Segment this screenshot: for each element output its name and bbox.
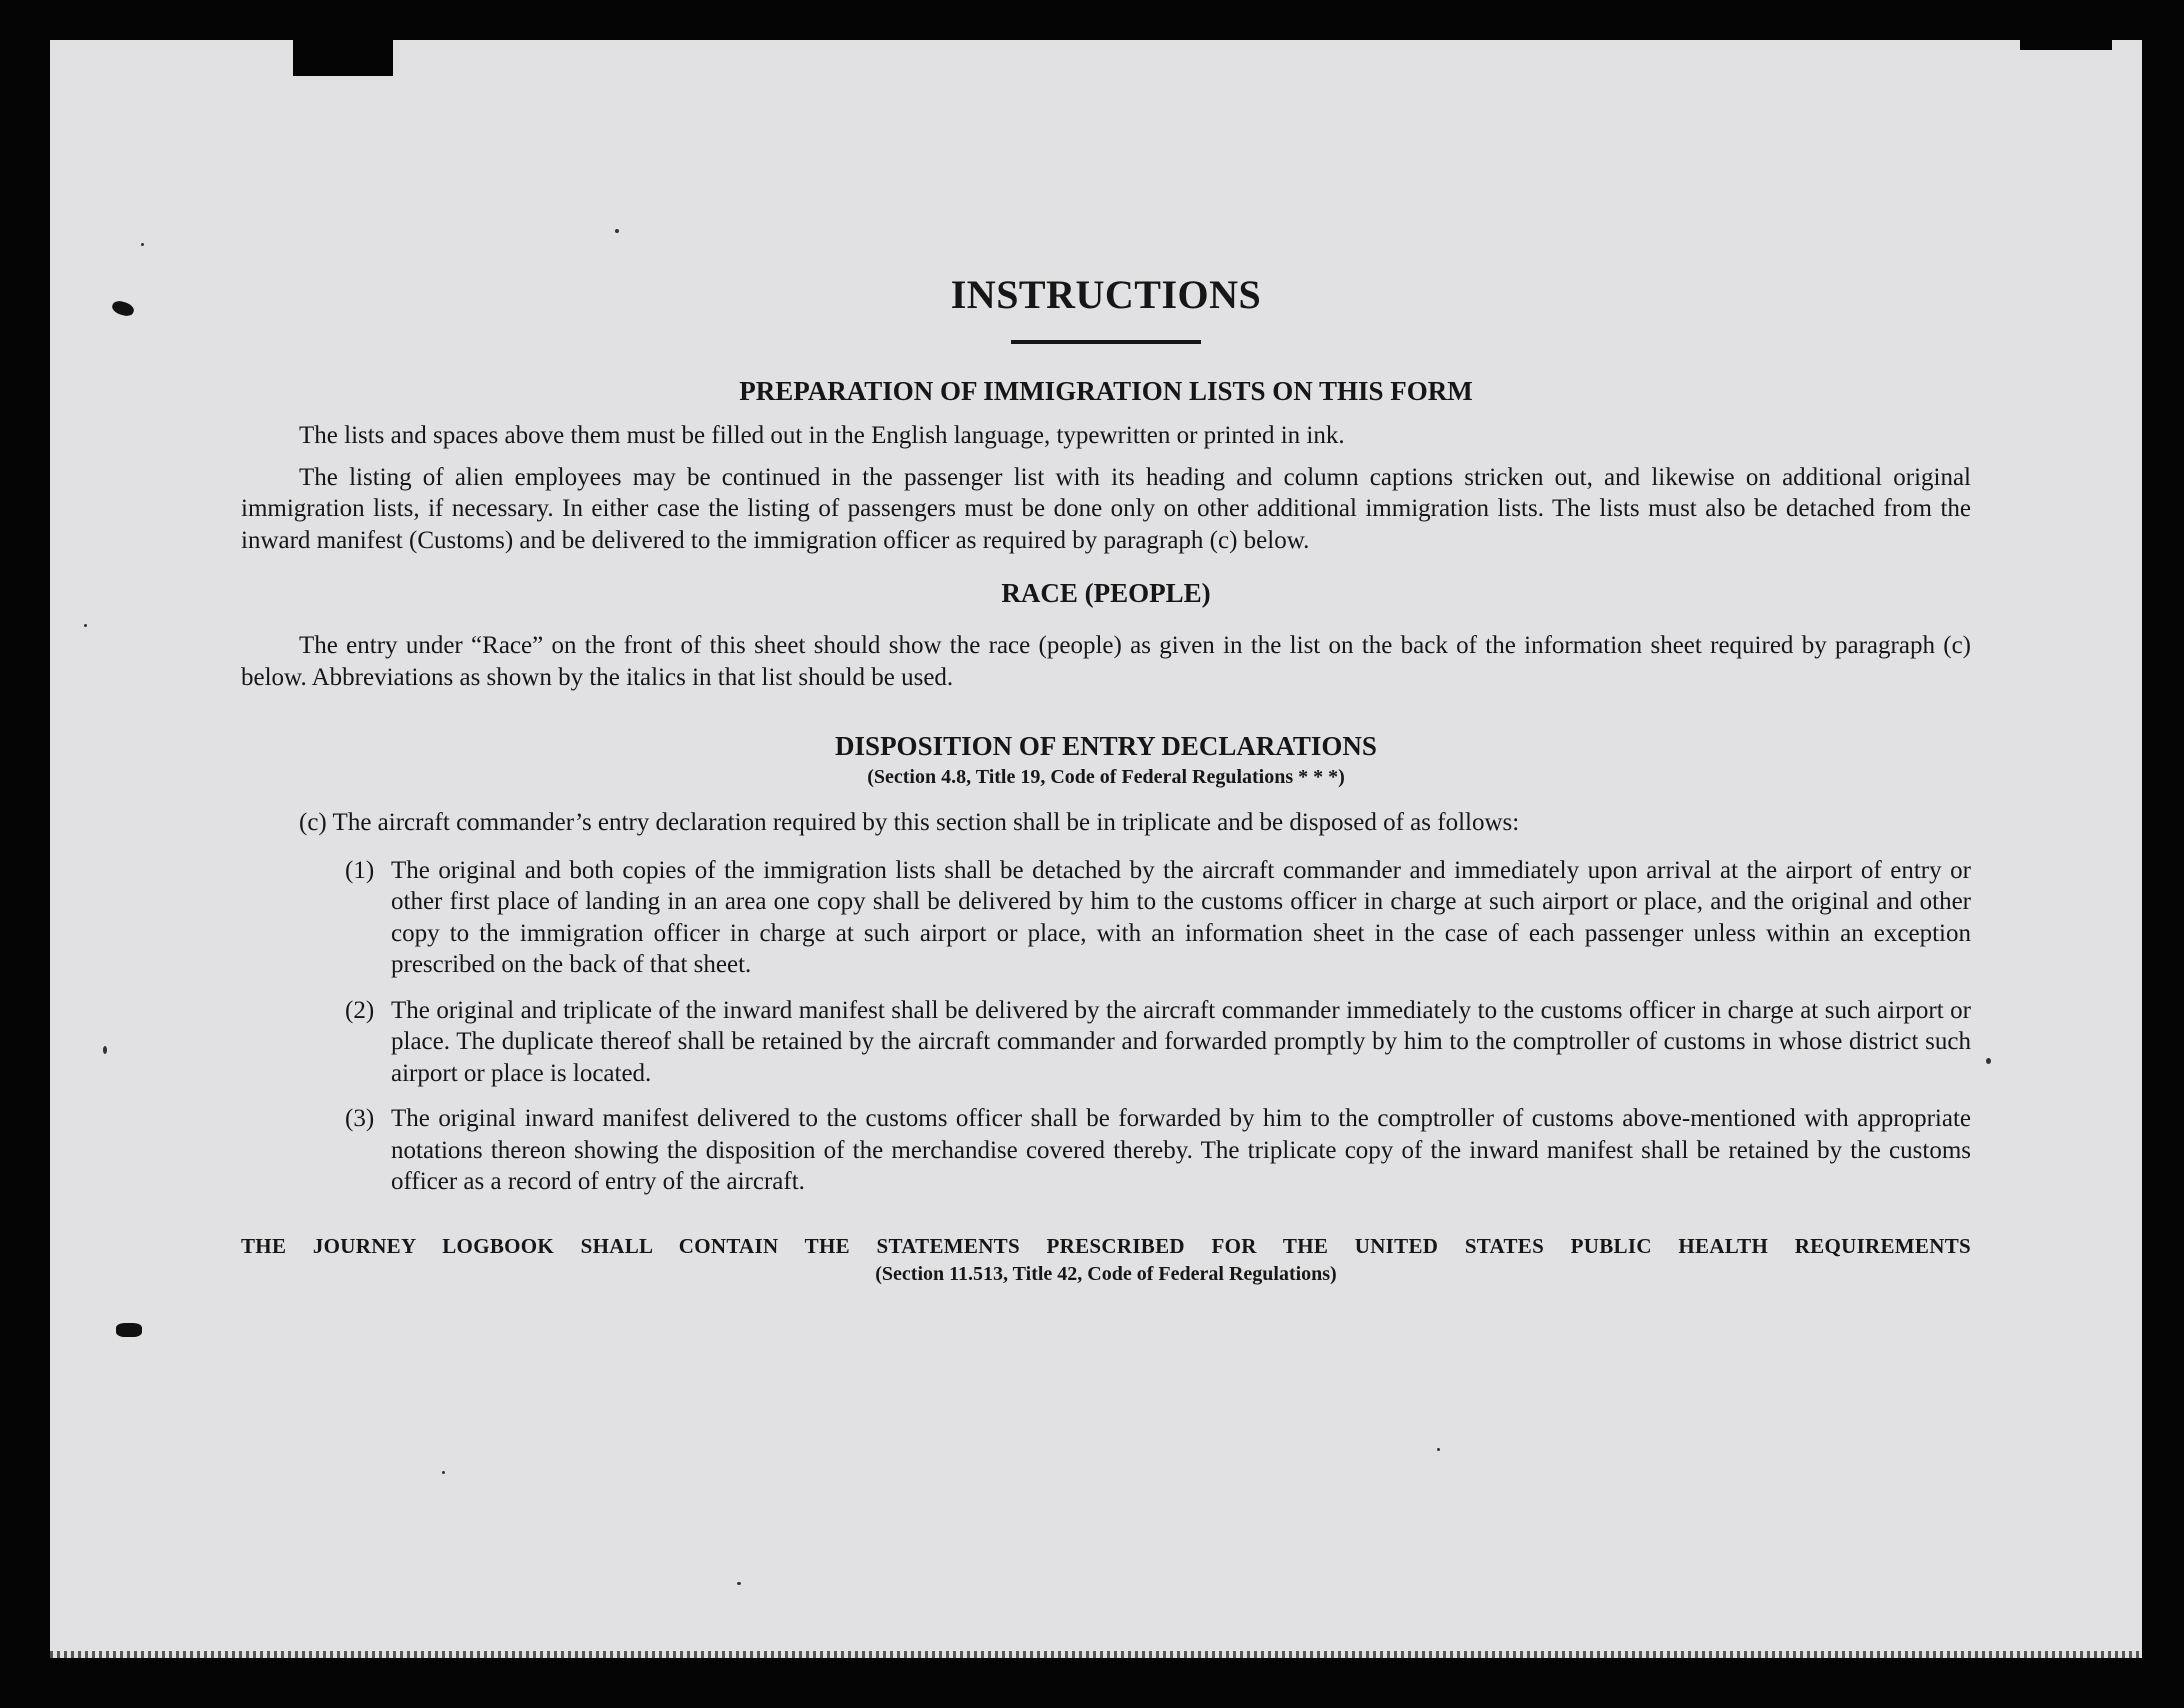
health-requirements-statement: THE JOURNEY LOGBOOK SHALL CONTAIN THE STATEMENTS PRESCRIBED FOR THE UNITED STATES PUBLIC HEALTH REQUIREMENTS xyxy=(241,1233,1971,1258)
list-item-number: (3) xyxy=(345,1105,375,1132)
list-item-text: The original and triplicate of the inward manifest shall be delivered by the aircraft commander immediately to the customs officer in charge at such airport or place. The duplicate thereof shall be retained by the aircraft commander and forwarded promptly by him to the comptroller of customs in whose district such airport or place is located. xyxy=(391,996,1971,1087)
disposition-heading: DISPOSITION OF ENTRY DECLARATIONS xyxy=(835,731,1377,761)
disposition-intro: (c) The aircraft commander’s entry declaration required by this section shall be in triplicate and be disposed of as follows: xyxy=(299,809,1520,836)
torn-edge-left xyxy=(293,40,393,76)
race-heading: RACE (PEOPLE) xyxy=(1001,578,1211,608)
preparation-paragraph-2: The listing of alien employees may be continued in the passenger list with its heading and column captions stricken out, and likewise on additional original immigration lists, if necessary. In either case the listing of passengers must be done only on other additional immigration lists. The lists must also be detached from the inward manifest (Customs) and be delivered to the immigration officer as required by paragraph (c) below. xyxy=(241,463,1971,554)
race-paragraph: The entry under “Race” on the front of this sheet should show the race (people) as given in the list on the back of the information sheet required by paragraph (c) below. Abbreviations as shown by the italics in that list should be used. xyxy=(241,632,1971,691)
punch-mark-top xyxy=(111,299,136,318)
dust-speck xyxy=(615,229,619,233)
list-item xyxy=(345,1103,1971,1198)
instructions-content xyxy=(241,270,1971,1288)
paper-sheet xyxy=(50,40,2142,1658)
dust-speck xyxy=(1986,1058,1991,1064)
list-item-number: (2) xyxy=(345,996,375,1024)
preparation-heading: PREPARATION OF IMMIGRATION LISTS ON THIS FORM xyxy=(739,376,1473,406)
punch-mark-bottom xyxy=(116,1323,142,1337)
list-item-text: The original inward manifest delivered to the customs officer shall be forwarded by him to the comptroller of customs above-mentioned with appropriate notations thereon showing the disposition of the merchandise covered thereby. The triplicate copy of the inward manifest shall be retained by the customs officer as a record of entry of the aircraft. xyxy=(391,1105,1971,1195)
list-item xyxy=(345,855,1971,981)
dust-speck xyxy=(141,243,144,246)
torn-edge-right xyxy=(2020,40,2112,50)
dust-speck xyxy=(84,624,87,627)
list-item xyxy=(345,995,1971,1090)
list-item-text: The original and both copies of the immigration lists shall be detached by the aircraft commander and immediately upon arrival at the airport of entry or other first place of landing in an area one copy shall be delivered by him to the customs officer in charge at such airport or place, and the original and other copy to the immigration officer in charge at such airport or place, with an information sheet in the case of each passenger unless within an exception prescribed on the back of that sheet. xyxy=(391,856,1971,978)
dust-speck xyxy=(1437,1448,1440,1451)
health-requirements-reference: (Section 11.513, Title 42, Code of Federal Regulations) xyxy=(875,1262,1337,1285)
list-item-number: (1) xyxy=(345,856,375,884)
page-bottom-edge xyxy=(50,1651,2142,1658)
title-underline xyxy=(1011,340,1201,344)
disposition-reference: (Section 4.8, Title 19, Code of Federal Regulations * * *) xyxy=(867,766,1345,788)
dust-speck xyxy=(442,1471,445,1474)
dust-speck xyxy=(737,1582,741,1585)
page-title: INSTRUCTIONS xyxy=(950,272,1262,317)
preparation-paragraph-1: The lists and spaces above them must be filled out in the English language, typewritten or printed in ink. xyxy=(299,422,1345,449)
dust-speck xyxy=(103,1046,107,1054)
